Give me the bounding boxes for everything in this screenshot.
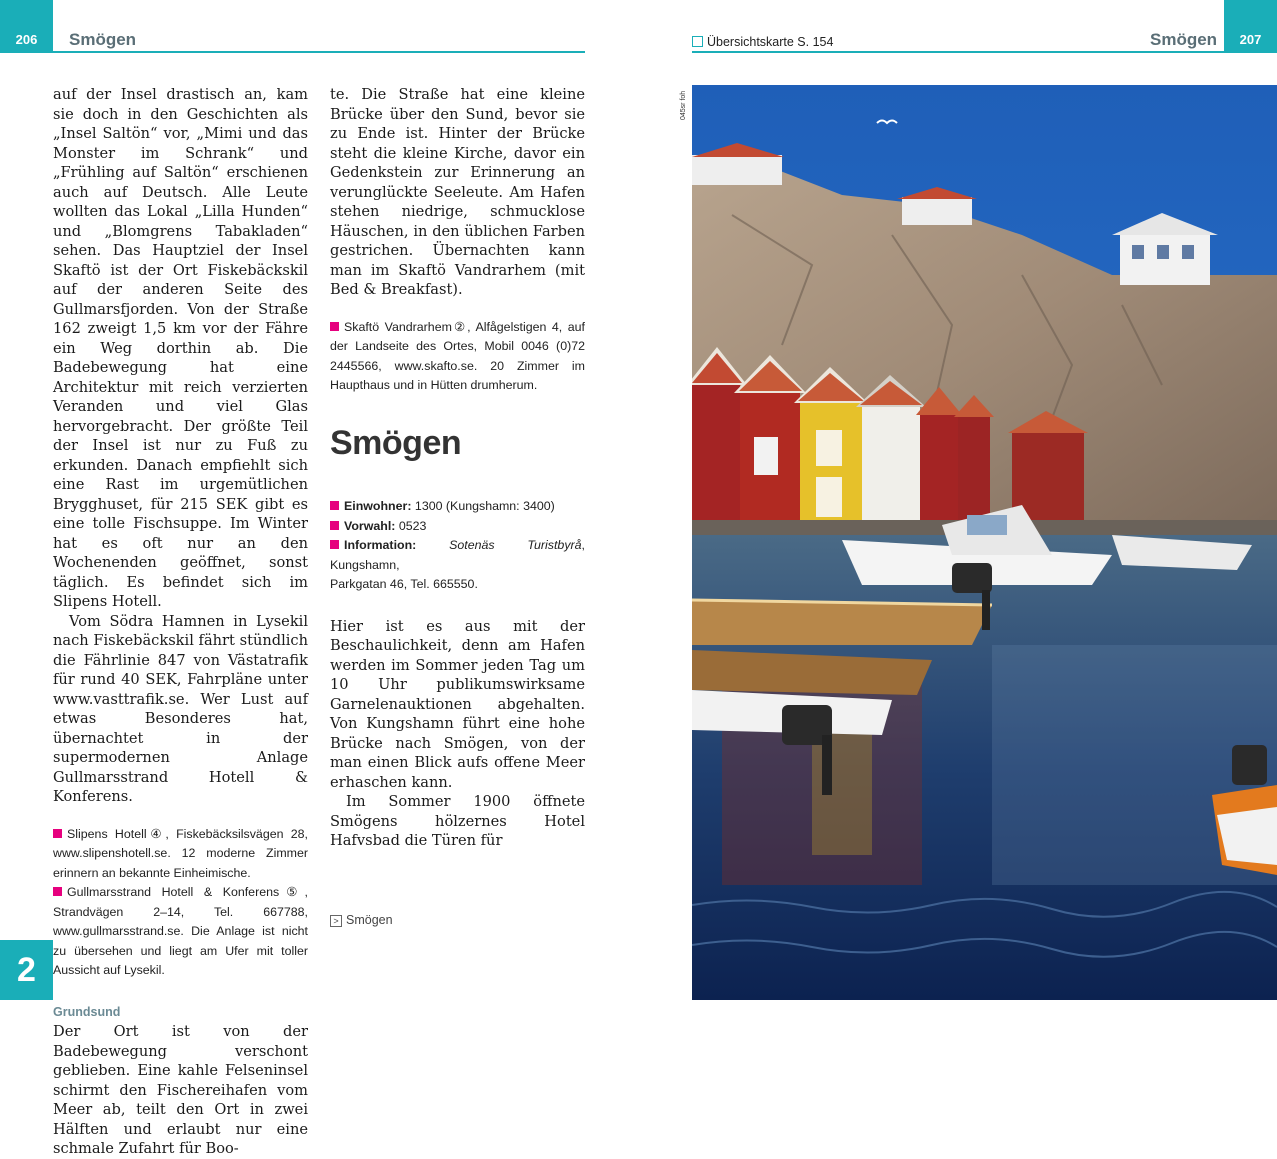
bullet-square-icon <box>330 521 339 530</box>
running-title-right: Smögen <box>1150 30 1218 49</box>
fact-row: Einwohner: 1300 (Kungshamn: 3400) <box>330 497 585 517</box>
bullet-square-icon <box>53 887 62 896</box>
section-title: Smögen <box>330 423 462 462</box>
fact-row: Vorwahl: 0523 <box>330 517 585 537</box>
bullet-square-icon <box>330 501 339 510</box>
boathouse-red-3 <box>916 387 962 535</box>
running-title-left: Smögen <box>69 30 137 49</box>
wooden-boat-1 <box>692 600 992 645</box>
facts-box <box>330 497 585 595</box>
footer-link[interactable]: > Smögen <box>330 913 393 927</box>
list-item: Gullmarsstrand Hotell & Konferens⑤, Strandvägen 2–14, Tel. 667788, www.gullmarsstrand.se. Die Anlage ist nicht zu übersehen und liegt am Ufer mit toller Aussicht auf Lysekil. <box>53 885 308 977</box>
harbour-illustration <box>692 85 1277 1000</box>
body-paragraph: Hier ist es aus mit der Beschaulichkeit, denn am Hafen werden im Sommer jeden Tag um 10 Uhr publikumswirksame Garnelenauktionen abgehalten. Von Kungshamn führt eine hohe Brücke nach Smögen, von der man einen Blick aufs offene Meer erhaschen kann. <box>330 617 585 791</box>
boathouse-red-4 <box>954 395 994 532</box>
header-rule-left <box>53 51 585 53</box>
map-reference[interactable]: Übersichtskarte S. 154 <box>692 35 833 49</box>
page-number-right: 207 <box>1224 0 1277 53</box>
page-number-left: 206 <box>0 0 53 53</box>
map-square-icon <box>692 36 703 47</box>
arrow-box-icon: > <box>330 915 342 927</box>
orange-boat <box>1212 785 1277 875</box>
column-1 <box>53 85 308 1159</box>
boathouse-red-1 <box>692 347 747 535</box>
list-item: Skaftö Vandrarhem②, Alfågelstigen 4, auf der Landseite des Ortes, Mobil 0046 (0)72 2445566, www.skafto.se. 20 Zimmer im Haupthaus und in Hütten drumherum. <box>330 319 585 392</box>
body-paragraph: Der Ort ist von der Badebewegung verschont geblieben. Eine kahle Felseninsel schirmt den Fischereihafen vom Meer ab, teilt den Ort in zwei Hälften und erlaubt nur eine schmale Zufahrt für Boo- <box>53 1023 308 1157</box>
body-paragraph: Im Sommer 1900 öffnete Smögens hölzernes Hotel Hafvsbad die Türen für <box>330 793 585 849</box>
photo-credit: 045sr foh <box>680 90 687 120</box>
subheading-grundsund: Grundsund <box>53 1004 121 1019</box>
column-2 <box>330 85 585 851</box>
harbour-photo <box>692 85 1277 1000</box>
body-paragraph: te. Die Straße hat eine kleine Brücke über den Sund, bevor sie zu Ende ist. Hinter der Brücke steht die kleine Kirche, davor ein Gedenkstein zur Erinnerung an verunglückte Seeleute. Am Hafen stehen niedrige, schmucklose Häuschen, in den üblichen Farben gestrichen. Übernachten kann man im Skaftö Vandrarhem (mit Bed & Breakfast). <box>330 86 585 298</box>
bullet-square-icon <box>330 540 339 549</box>
bullet-square-icon <box>53 829 62 838</box>
info-box-vandrarhem <box>330 318 585 396</box>
body-paragraph: auf der Insel drastisch an, kam sie doch in den Geschichten als „Insel Saltön“ vor, „Mimi und das Monster im Schrank“ und „Frühling auf Saltön“ erschienen auch auf Deutsch. Alle Leute wollten das Lokal „Lilla Hunden“ und „Blomgrens Tabakladen“ sehen. Das Hauptziel der Insel Skaftö ist der Ort Fiskebäckskil auf der anderen Seite des Gullmarsfjorden. Von der Straße 162 zweigt 1,5 km vor der Fähre ein Weg dorthin ab. Die Badebewegung hat eine Architektur mit reich verzierten Veranden und viel Glas hervorgebracht. Der größte Teil der Insel ist nur zu Fuß zu erkunden. Danach empfiehlt sich eine Rast im urgemütlichen Brygghuset, für 215 SEK gibt es eine tolle Fischsuppe. Im Winter hat es oft nur an den Wochenenden geöffnet, sonst täglich. Es befindet sich im Slipens Hotell. <box>53 86 308 610</box>
outboard-motor <box>1232 745 1267 785</box>
list-item: Slipens Hotell④, Fiskebäcksilsvägen 28, www.slipenshotell.se. 12 moderne Zimmer erinnern an bekannte Einheimische. <box>53 826 308 880</box>
fact-row: Information: Sotenäs Turistbyrå, Kungshamn, Parkgatan 46, Tel. 665550. <box>330 538 585 591</box>
body-paragraph: Vom Södra Hamnen in Lysekil nach Fiskebäckskil fährt stündlich die Fährlinie 847 von Västatrafik für rund 40 SEK, Fahrpläne unter www.vasttrafik.se. Wer Lust auf etwas Besonderes hat, übernachtet in der supermodernen Anlage Gullmarsstrand Hotell & Konferens. <box>53 612 308 805</box>
boathouse-yellow <box>794 367 868 543</box>
info-box-hotels <box>53 825 308 981</box>
chapter-tab: 2 <box>0 940 53 1000</box>
boathouse-red-2 <box>734 355 806 538</box>
header-rule-right <box>692 51 1224 53</box>
boathouse-white <box>856 375 926 542</box>
bullet-square-icon <box>330 322 339 331</box>
